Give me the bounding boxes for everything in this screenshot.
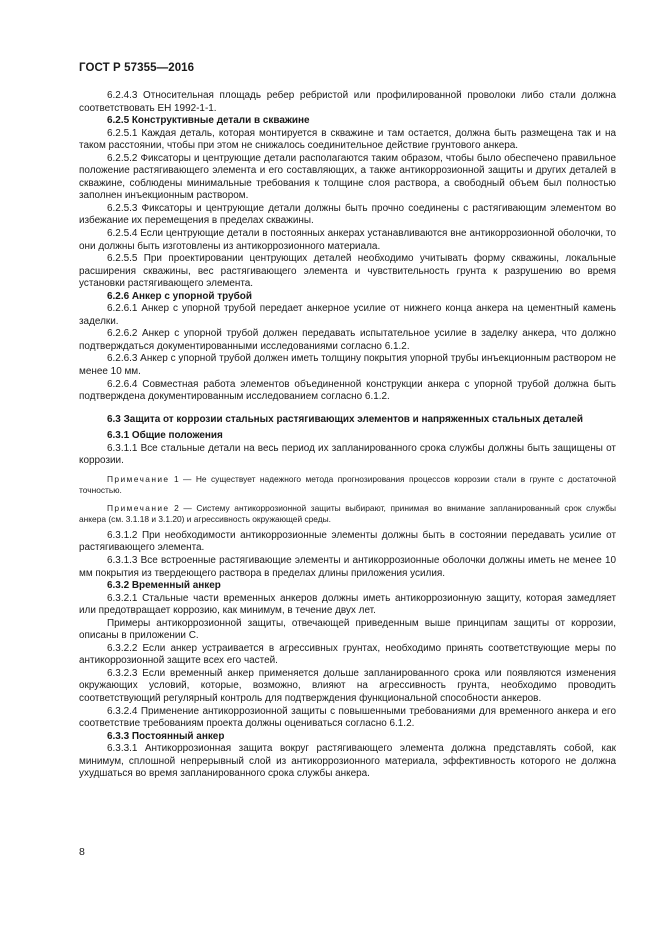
paragraph: 6.2.5.3 Фиксаторы и центрующие детали должны быть прочно соединены с растягивающим элементом во избежание их перемещения в пределах скважины. — [79, 202, 616, 227]
section-heading: 6.3 Защита от коррозии стальных растягивающих элементов и напряженных стальных деталей — [107, 413, 584, 425]
paragraph: 6.2.5.5 При проектировании центрующих деталей необходимо учитывать форму скважины, локальные расширения скважины, вес растягивающего элемента и чувствительность грунта к разрушению во время установки растягивающего элемента. — [79, 253, 616, 290]
paragraph: 6.3.1.1 Все стальные детали на весь период их запланированного срока службы должны быть защищены от коррозии. — [79, 442, 616, 467]
paragraph: 6.2.4.3 Относительная площадь ребер ребристой или профилированной проволоки либо стали должна соответствовать ЕН 1992-1-1. — [79, 90, 616, 114]
subsection-heading: 6.3.3 Постоянный анкер — [107, 730, 225, 742]
paragraph: Примеры антикоррозионной защиты, отвечающей приведенным выше принципам защиты от коррозии, описаны в приложении С. — [79, 617, 616, 642]
paragraph: 6.3.1.3 Все встроенные растягивающие элементы и антикоррозионные оболочки должны иметь не менее 10 мм покрытия из твердеющего раствора в пределах длины приложения усилия. — [79, 554, 616, 579]
note-label: Примечание — [107, 502, 170, 513]
paragraph: 6.3.2.1 Стальные части временных анкеров должны иметь антикоррозионную защиту, которая замедляет или предотвращает коррозию, как минимум, в течение двух лет. — [79, 592, 616, 617]
document-body — [79, 90, 616, 781]
subsection-heading: 6.2.5 Конструктивные детали в скважине — [107, 115, 310, 127]
paragraph: 6.2.6.2 Анкер с упорной трубой должен передавать испытательное усилие в заделку анкера, что должно подтверждаться документированными исследованиями согласно 6.1.2. — [79, 328, 616, 352]
page-number: 8 — [79, 846, 85, 858]
paragraph: 6.2.6.1 Анкер с упорной трубой передает анкерное усилие от нижнего конца анкера на цементный камень заделки. — [79, 303, 616, 327]
note — [79, 474, 616, 497]
document-header: ГОСТ Р 57355—2016 — [79, 62, 195, 74]
note — [79, 503, 616, 526]
subsection-heading: 6.3.2 Временный анкер — [107, 580, 221, 592]
paragraph: 6.3.3.1 Антикоррозионная защита вокруг растягивающего элемента должна представлять собой, как минимум, сплошной непрерывный слой из антикоррозионного материала, эффективность которого не должна ухудшаться во время запланированного срока службы анкера. — [79, 743, 616, 780]
paragraph: 6.3.1.2 При необходимости антикоррозионные элементы должны быть в состоянии передавать усилие от растягивающего элемента. — [79, 529, 616, 554]
paragraph: 6.3.2.3 Если временный анкер применяется дольше запланированного срока или появляются изменения окружающих условий, которые, возможно, влияют на агрессивность грунта, необходимо проводить соответствующий регулярный контроль для подтверждения функциональной способности анкеров. — [79, 667, 616, 704]
paragraph: 6.3.2.2 Если анкер устраивается в агрессивных грунтах, необходимо принять соответствующие меры по антикоррозионной защите всех его частей. — [79, 642, 616, 667]
paragraph: 6.3.2.4 Применение антикоррозионной защиты с повышенными требованиями для временного анкера и его соответствие требованиям проекта должны оцениваться согласно 6.1.2. — [79, 705, 616, 730]
note-text: 2 — Систему антикоррозионной защиты выбирают, принимая во внимание запланированный срок службы анкера (см. 3.1.18 и 3.1.20) и агрессивность окружающей среды. — [79, 502, 616, 525]
paragraph: 6.2.5.2 Фиксаторы и центрующие детали располагаются таким образом, чтобы было обеспечено правильное положение растягивающего элемента и его составляющих, а также антикоррозионной защиты и других деталей в скважине, соблюдены минимальные требования к толщине слоя раствора, а свободный объем был полностью заполнен инъекционным раствором. — [79, 152, 616, 202]
paragraph: 6.2.5.1 Каждая деталь, которая монтируется в скважине и там остается, должна быть размещена так и на таком расстоянии, чтобы при этом не снижалось соединительное действие грунтового анкера. — [79, 127, 616, 152]
subsection-heading: 6.3.1 Общие положения — [107, 430, 223, 442]
paragraph: 6.2.6.3 Анкер с упорной трубой должен иметь толщину покрытия упорной трубы инъекционным раствором не менее 10 мм. — [79, 353, 616, 378]
paragraph: 6.2.6.4 Совместная работа элементов объединенной конструкции анкера с упорной трубой должна быть подтверждена документированным исследованием согласно 6.1.2. — [79, 378, 616, 403]
subsection-heading: 6.2.6 Анкер с упорной трубой — [107, 290, 252, 302]
note-text: 1 — Не существует надежного метода прогнозирования процессов коррозии стали в грунте с достаточной точностью. — [79, 473, 617, 496]
paragraph: 6.2.5.4 Если центрующие детали в постоянных анкерах устанавливаются вне антикоррозионной оболочки, то они должны быть изготовлены из антикоррозионного материала. — [79, 228, 616, 252]
note-label: Примечание — [107, 473, 170, 484]
